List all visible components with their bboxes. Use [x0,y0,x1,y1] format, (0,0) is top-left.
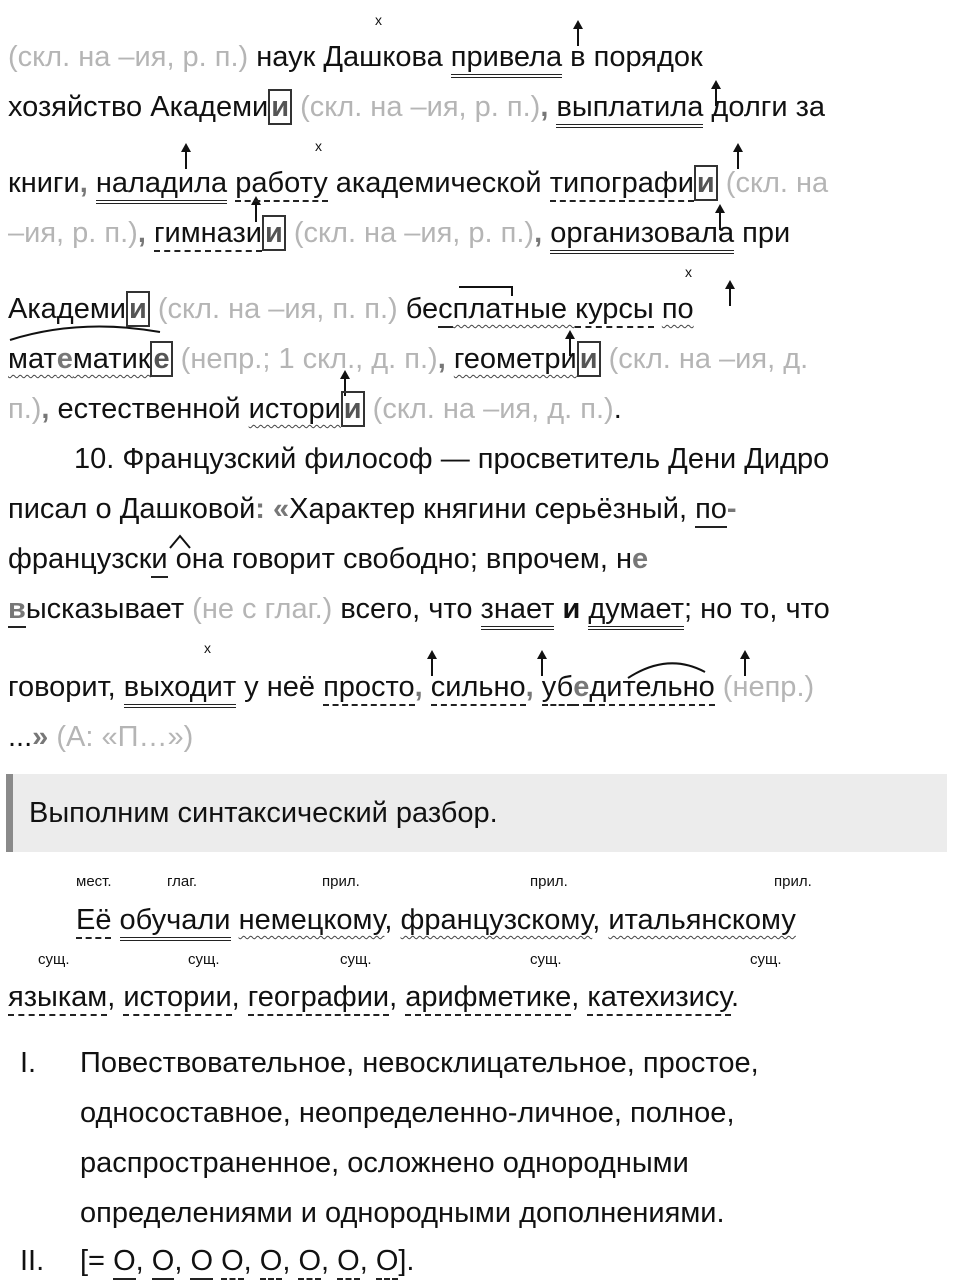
analysis-line: определениями и однородными дополнениями. [80,1197,725,1229]
pos-label: прил. [774,873,812,890]
text-fragment: , [592,904,609,936]
scheme-line [80,1244,415,1278]
text-fragment: ысказывает [25,593,185,625]
scheme-member: О [376,1245,399,1280]
punctuation-mark: , [540,91,549,123]
attribute-word: мат [8,343,57,375]
space [111,904,119,936]
ending-box: е [150,341,172,377]
space [146,217,154,249]
vowel-mark: е [631,543,649,575]
text-fragment: французск [8,543,152,575]
predicate-word: думает [588,593,684,630]
x-mark: x [685,264,692,280]
attribute-word: по [661,293,694,325]
space [542,217,550,249]
space [654,293,662,325]
scheme-sep: , [282,1245,299,1277]
morpheme-mark: и [151,543,167,578]
ending-box: и [341,391,365,427]
grammar-note: (скл. на –ия, д. п.) [364,393,614,425]
space [446,343,454,375]
ending-box: и [694,165,718,201]
predicate-word: выходит [124,671,236,708]
text-line [8,670,952,704]
text-fragment: наук Дашкова [248,41,451,73]
grammar-note: (скл. на –ия, р. п.) [8,41,249,73]
grammar-note: (скл. на –ия, р. п.) [285,217,535,249]
pos-label: сущ. [530,951,562,968]
list-number: II. [20,1245,45,1277]
text-fragment: . [730,981,740,1013]
text-fragment: Характер княгини серьёзный, [289,493,696,525]
punctuation-mark: - [726,493,737,525]
morpheme-mark: по [695,493,727,528]
punctuation-mark: , [437,343,446,375]
scheme-sep: , [359,1245,376,1277]
attribute-word: платные [452,293,576,325]
predicate-word: наладила [96,167,227,204]
ending-box: и [268,89,292,125]
pos-label: мест. [76,873,112,890]
predicate-word: знает [481,593,555,630]
text-fragment: академической [327,167,550,199]
text-fragment: бе [397,293,439,325]
object-word: типографи [550,167,694,202]
sentence-line [8,980,952,1014]
text-fragment: , [231,981,248,1013]
text-fragment: всего, что [332,593,481,625]
text-fragment: книги [8,167,80,199]
text-fragment: Академи [8,293,126,325]
grammar-note: (непр.; 1 скл., д. п.) [172,343,438,375]
text-fragment: ; но то, что [683,593,830,625]
banner-text: Выполним синтаксический разбор. [29,797,498,829]
list-number: I. [20,1047,37,1079]
text-line [8,542,952,576]
scheme-sep [213,1245,221,1277]
space [231,904,239,936]
scheme-sep: , [174,1245,191,1277]
object-word: катехизису [587,981,731,1016]
attribute-word: немецкому [238,904,385,936]
space [423,671,431,703]
punctuation-mark: , [41,393,50,425]
text-line [74,442,952,476]
adverbial-word: уб [542,671,573,706]
text-fragment: у неё [236,671,324,703]
object-word: работу [235,167,327,202]
text-fragment: ... [8,721,33,753]
grammar-note: (скл. на –ия, д. [600,343,809,375]
x-mark: x [375,12,382,28]
grammar-note: (скл. на [717,167,829,199]
pos-label: прил. [530,873,568,890]
grammar-note: –ия, р. п.) [8,217,138,249]
predicate-word: организовала [550,217,734,254]
punctuation-mark: : [255,493,265,525]
pos-label: сущ. [38,951,70,968]
punctuation-mark: , [79,167,88,199]
punctuation-mark: « [264,493,290,525]
scheme-member: О [298,1245,321,1280]
pos-label: прил. [322,873,360,890]
text-fragment: писал о Дашковой [8,493,256,525]
text-line [8,592,952,626]
section-banner [6,774,947,852]
attribute-word: итальянскому [608,904,796,936]
text-fragment: 10. Французский философ — просветитель Дени Дидро [74,443,830,475]
space [88,167,96,199]
text-fragment: , [107,981,124,1013]
morpheme-mark: с [438,293,453,328]
scheme-member: О [221,1245,244,1280]
grammar-note: (А: «П…») [48,721,194,753]
vowel-mark: е [56,343,73,375]
punctuation-mark: » [32,721,49,753]
scheme-sep: , [243,1245,260,1277]
attribute-word: геометри [453,343,577,375]
attribute-word: истори [248,393,341,425]
predicate-word: обучали [120,904,231,941]
space [534,671,542,703]
text-fragment: говорит, [8,671,124,703]
text-line [8,216,952,250]
scheme-member: О [260,1245,283,1280]
object-word: языкам [8,981,107,1016]
text-line [8,342,952,376]
scheme-bracket: [= [80,1245,114,1277]
analysis-line: Повествовательное, невосклицательное, простое, [80,1047,759,1079]
scheme-sep: , [135,1245,152,1277]
text-fragment: . [613,393,622,425]
punctuation-mark: , [525,671,534,703]
text-fragment: , [571,981,588,1013]
conjunction: и [562,593,581,625]
text-line [8,492,952,526]
pos-label: глаг. [167,873,198,890]
sentence-line [76,903,952,937]
text-fragment: в порядок [562,41,703,73]
x-mark: x [204,640,211,656]
scheme-bracket: ]. [398,1245,415,1277]
object-word: Её [76,904,111,939]
ending-box: и [126,291,150,327]
punctuation-mark: , [414,671,423,703]
predicate-word: выплатила [556,91,703,128]
vowel-mark: в [8,593,26,628]
pos-label: сущ. [188,951,220,968]
grammar-note: (не с глаг.) [184,593,333,625]
pos-label: сущ. [340,951,372,968]
scheme-member: О [152,1245,175,1280]
adverbial-word: сильно [431,671,526,706]
attribute-word: матик [72,343,151,375]
grammar-note: (скл. на –ия, п. п.) [149,293,398,325]
grammar-note: (непр.) [714,671,815,703]
punctuation-mark: , [137,217,146,249]
analysis-line: распространенное, осложнено однородными [80,1147,689,1179]
text-fragment: при [734,217,791,249]
text-fragment: , [384,904,401,936]
text-line [8,90,952,124]
grammar-note: п.) [8,393,42,425]
text-line [8,40,952,74]
text-line [8,292,952,326]
adverbial-word: дительно [589,671,714,706]
text-line [8,392,952,426]
adverbial-word: просто [323,671,415,706]
scheme-member: О [190,1245,213,1280]
scheme-member: О [113,1245,136,1280]
text-fragment: она говорит свободно; впрочем, н [167,543,632,575]
text-fragment: естественной [49,393,249,425]
object-word: арифметике [405,981,571,1016]
object-word: географии [248,981,389,1016]
text-fragment: долги за [703,91,826,123]
text-fragment: хозяйство Академи [8,91,269,123]
ending-box: и [577,341,601,377]
ending-box: и [262,215,286,251]
pos-label: сущ. [750,951,782,968]
grammar-note: (скл. на –ия, р. п.) [292,91,541,123]
object-word: курсы [575,293,654,328]
analysis-line: односоставное, неопределенно-личное, полное, [80,1097,735,1129]
vowel-mark: е [573,671,589,706]
attribute-word: французскому [400,904,593,936]
text-fragment: , [389,981,406,1013]
scheme-member: О [337,1245,360,1280]
x-mark: x [315,138,322,154]
text-line [8,166,952,200]
object-word: гимнази [154,217,262,252]
scheme-sep: , [321,1245,338,1277]
object-word: истории [123,981,231,1016]
text-line [8,720,952,754]
punctuation-mark: , [534,217,543,249]
predicate-word: привела [451,41,562,78]
